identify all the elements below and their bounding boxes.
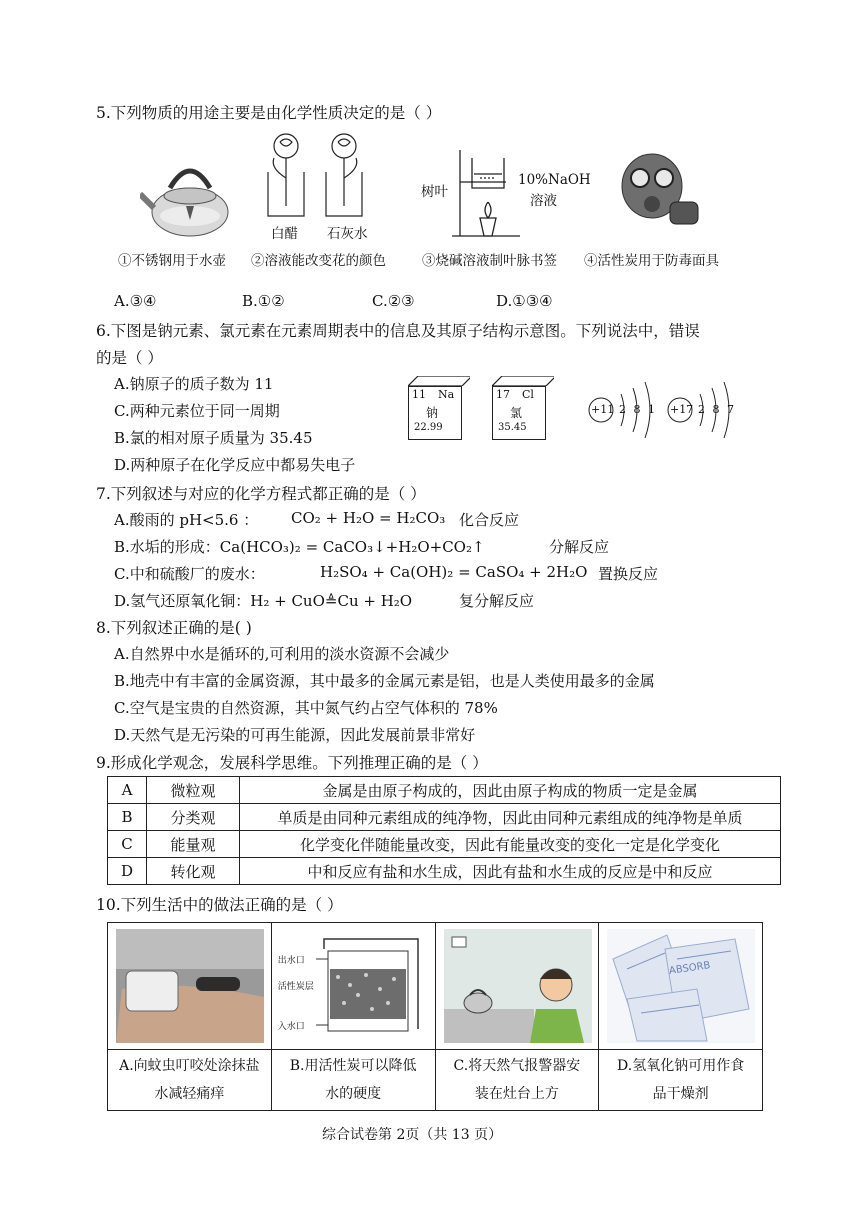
q5-caption-3: ③烧碱溶液制叶脉书签 [422, 253, 557, 269]
q10-option-b-line1: B.用活性炭可以降低 [289, 1058, 417, 1074]
q9-stem: 9.形成化学观念，发展科学思维。下列推理正确的是（ ） [96, 754, 488, 772]
q7-option-c-type: 置换反应 [598, 565, 659, 583]
filter-in-label: 入水口 [277, 1022, 305, 1032]
q10-option-b [271, 1050, 435, 1111]
q8-option-c: C.空气是宝贵的自然资源，其中氮气约占空气体积的 78% [114, 699, 498, 717]
q7-option-d-type: 复分解反应 [459, 592, 535, 610]
table-cell: 分类观 [147, 804, 240, 831]
page-footer: 综合试卷第 2页（共 13 页） [322, 1127, 503, 1143]
q10-table [107, 922, 763, 1111]
desiccant-packets-image [599, 923, 763, 1050]
q8-option-a: A.自然界中水是循环的,可利用的淡水资源不会减少 [114, 645, 450, 663]
vinegar-label: 白醋 [271, 226, 298, 242]
sodium-name: 钠 [426, 406, 439, 420]
table-cell: C [108, 831, 147, 858]
q6-option-c: C.两种元素位于同一周期 [114, 402, 280, 420]
table-row [108, 804, 781, 831]
table-row [108, 777, 781, 804]
q7-option-b-type: 分解反应 [549, 538, 610, 556]
q10-option-a [108, 1050, 272, 1111]
chlorine-element-card [492, 376, 558, 433]
q5-caption-4: ④活性炭用于防毒面具 [584, 253, 719, 269]
q10-option-b-line2: 水的硬度 [325, 1086, 382, 1102]
q7-option-a-label: A.酸雨的 pH<5.6 ： [114, 511, 259, 529]
table-cell: A [108, 777, 147, 804]
q10-option-c [435, 1050, 599, 1111]
flower-beakers-image [260, 128, 380, 220]
chlorine-shells: 2 8 7 [698, 403, 736, 416]
naoh-label-2: 溶液 [530, 193, 557, 209]
table-row [108, 831, 781, 858]
q5-option-c: C.②③ [372, 292, 415, 310]
table-cell: D [108, 858, 147, 885]
absorb-label: ABSORB [668, 960, 712, 977]
naoh-setup-image [450, 148, 530, 240]
q9-table [107, 776, 781, 885]
table-cell: 能量观 [147, 831, 240, 858]
q5-caption-1: ①不锈钢用于水壶 [118, 253, 226, 269]
q10-option-a-line2: 水减轻痛痒 [154, 1086, 225, 1102]
sodium-symbol: Na [438, 388, 455, 401]
q5-option-a: A.③④ [114, 292, 157, 310]
q7-option-a-equation: CO₂ + H₂O = H₂CO₃ [291, 509, 446, 527]
q5-option-b: B.①② [242, 292, 285, 310]
q6-stem-line1: 6.下图是钠元素、氯元素在元素周期表中的信息及其原子结构示意图。下列说法中，错误 [96, 322, 700, 340]
gas-alarm-image [435, 923, 599, 1050]
gas-mask-image [612, 150, 702, 234]
q10-option-d [599, 1050, 763, 1111]
q7-stem: 7.下列叙述与对应的化学方程式都正确的是（ ） [96, 485, 426, 503]
table-cell: 转化观 [147, 858, 240, 885]
table-cell: 微粒观 [147, 777, 240, 804]
naoh-label-1: 10%NaOH [518, 172, 591, 188]
table-cell: 化学变化伴随能量改变，因此有能量改变的变化一定是化学变化 [240, 831, 781, 858]
filter-carbon-label: 活性炭层 [277, 982, 314, 992]
q5-stem: 5.下列物质的用途主要是由化学性质决定的是（ ） [96, 104, 442, 122]
q7-option-a-type: 化合反应 [459, 511, 520, 529]
table-cell: B [108, 804, 147, 831]
table-cell: 中和反应有盐和水生成，因此有盐和水生成的反应是中和反应 [240, 858, 781, 885]
q8-stem: 8.下列叙述正确的是( ) [96, 619, 252, 637]
q6-stem-line2: 的是（ ） [96, 349, 163, 367]
q7-option-b-label: B.水垢的形成：Ca(HCO₃)₂ = CaCO₃↓+H₂O+CO₂↑ [114, 538, 485, 556]
filter-out-label: 出水口 [277, 956, 305, 966]
q10-option-d-line2: 品干燥剂 [652, 1086, 709, 1102]
q7-option-d-label: D.氢气还原氧化铜：H₂ + CuO≜Cu + H₂O [114, 592, 413, 610]
q8-option-d: D.天然气是无污染的可再生能源，因此发展前景非常好 [114, 726, 476, 744]
sodium-element-card [408, 376, 474, 433]
table-cell: 金属是由原子构成的，因此由原子构成的物质一定是金属 [240, 777, 781, 804]
q10-option-c-line1: C.将天然气报警器安 [453, 1058, 581, 1074]
q10-option-c-line2: 装在灶台上方 [474, 1086, 559, 1102]
table-cell: 单质是由同种元素组成的纯净物，因此由同种元素组成的纯净物是单质 [240, 804, 781, 831]
carbon-filter-image [271, 923, 435, 1050]
sodium-nucleus: +11 [591, 403, 615, 416]
sodium-mass: 22.99 [414, 422, 443, 433]
chlorine-name: 氯 [510, 406, 523, 420]
q6-option-d: D.两种原子在化学反应中都易失电子 [114, 456, 356, 474]
chlorine-number: 17 [496, 388, 510, 401]
q5-option-d: D.①③④ [496, 292, 553, 310]
table-row [108, 858, 781, 885]
chlorine-symbol: Cl [522, 388, 534, 401]
leaf-label: 树叶 [421, 184, 448, 200]
chlorine-mass: 35.45 [498, 422, 527, 433]
q8-option-b: B.地壳中有丰富的金属资源，其中最多的金属元素是铝，也是人类使用最多的金属 [114, 672, 655, 690]
q6-option-a: A.钠原子的质子数为 11 [114, 375, 274, 393]
q5-caption-2: ②溶液能改变花的颜色 [251, 253, 386, 269]
q10-option-a-line1: A.向蚊虫叮咬处涂抹盐 [119, 1058, 260, 1074]
mosquito-bite-image [108, 923, 272, 1050]
kettle-image [140, 150, 240, 240]
chlorine-nucleus: +17 [670, 403, 694, 416]
q6-option-b: B.氯的相对原子质量为 35.45 [114, 429, 313, 447]
q10-stem: 10.下列生活中的做法正确的是（ ） [96, 896, 343, 914]
q10-option-d-line1: D.氢氧化钠可用作食 [617, 1058, 745, 1074]
q7-option-c-label: C.中和硫酸厂的废水： [114, 565, 265, 583]
sodium-shells: 2 8 1 [619, 403, 657, 416]
limewater-label: 石灰水 [327, 226, 368, 242]
sodium-number: 11 [412, 388, 426, 401]
q7-option-c-equation: H₂SO₄ + Ca(OH)₂ = CaSO₄ + 2H₂O [320, 563, 588, 581]
